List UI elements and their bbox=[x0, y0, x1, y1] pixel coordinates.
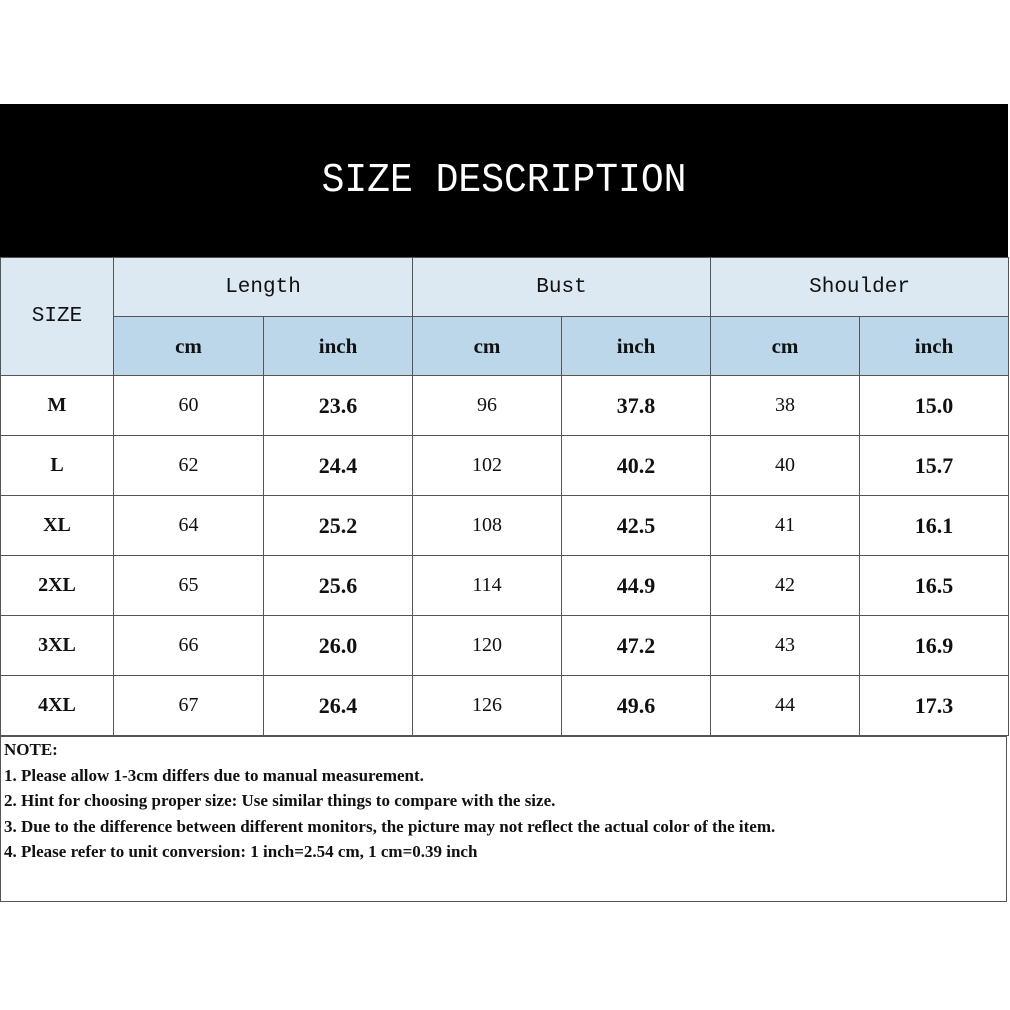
length-cm-cell: 65 bbox=[114, 556, 264, 616]
header-row-groups bbox=[1, 258, 1009, 317]
length-inch-cell: 26.4 bbox=[264, 676, 413, 736]
unit-header-bust-inch: inch bbox=[562, 317, 711, 376]
bust-group-header: Bust bbox=[413, 258, 711, 317]
note-item: 4. Please refer to unit conversion: 1 inch=2.54 cm, 1 cm=0.39 inch bbox=[4, 842, 478, 862]
shoulder-cm-cell: 41 bbox=[711, 496, 860, 556]
length-cm-cell: 67 bbox=[114, 676, 264, 736]
bust-cm-cell: 126 bbox=[413, 676, 562, 736]
note-item: 3. Due to the difference between different monitors, the picture may not reflect the actual color of the item. bbox=[4, 816, 776, 836]
shoulder-cm-cell: 43 bbox=[711, 616, 860, 676]
unit-header-bust-cm: cm bbox=[413, 317, 562, 376]
size-column-header: SIZE bbox=[1, 258, 114, 376]
size-cell: XL bbox=[1, 496, 114, 556]
notes-heading: NOTE: bbox=[4, 740, 58, 759]
unit-header-shoulder-inch: inch bbox=[860, 317, 1009, 376]
bust-cm-cell: 102 bbox=[413, 436, 562, 496]
table-row bbox=[1, 376, 1009, 436]
table-row bbox=[1, 556, 1009, 616]
unit-header-length-cm: cm bbox=[114, 317, 264, 376]
shoulder-cm-cell: 44 bbox=[711, 676, 860, 736]
bust-inch-cell: 40.2 bbox=[562, 436, 711, 496]
bust-inch-cell: 47.2 bbox=[562, 616, 711, 676]
size-cell: 4XL bbox=[1, 676, 114, 736]
note-item: 1. Please allow 1-3cm differs due to manual measurement. bbox=[4, 765, 424, 785]
shoulder-inch-cell: 15.7 bbox=[860, 436, 1009, 496]
bust-inch-cell: 44.9 bbox=[562, 556, 711, 616]
shoulder-group-header: Shoulder bbox=[711, 258, 1009, 317]
shoulder-inch-cell: 15.0 bbox=[860, 376, 1009, 436]
length-inch-cell: 25.6 bbox=[264, 556, 413, 616]
table-row bbox=[1, 496, 1009, 556]
size-chart-table bbox=[0, 257, 1009, 736]
length-cm-cell: 64 bbox=[114, 496, 264, 556]
table-row bbox=[1, 436, 1009, 496]
table-row bbox=[1, 616, 1009, 676]
length-inch-cell: 23.6 bbox=[264, 376, 413, 436]
length-cm-cell: 66 bbox=[114, 616, 264, 676]
bust-cm-cell: 108 bbox=[413, 496, 562, 556]
bust-inch-cell: 49.6 bbox=[562, 676, 711, 736]
shoulder-inch-cell: 16.1 bbox=[860, 496, 1009, 556]
bust-cm-cell: 114 bbox=[413, 556, 562, 616]
table-row bbox=[1, 676, 1009, 736]
length-group-header: Length bbox=[114, 258, 413, 317]
unit-header-shoulder-cm: cm bbox=[711, 317, 860, 376]
shoulder-cm-cell: 42 bbox=[711, 556, 860, 616]
length-inch-cell: 24.4 bbox=[264, 436, 413, 496]
shoulder-inch-cell: 16.9 bbox=[860, 616, 1009, 676]
title-banner bbox=[0, 104, 1008, 257]
unit-header-length-inch: inch bbox=[264, 317, 413, 376]
size-cell: M bbox=[1, 376, 114, 436]
shoulder-inch-cell: 16.5 bbox=[860, 556, 1009, 616]
page-title: SIZE DESCRIPTION bbox=[321, 157, 687, 204]
notes-box bbox=[0, 736, 1007, 902]
length-inch-cell: 25.2 bbox=[264, 496, 413, 556]
length-cm-cell: 62 bbox=[114, 436, 264, 496]
shoulder-cm-cell: 38 bbox=[711, 376, 860, 436]
note-item: 2. Hint for choosing proper size: Use similar things to compare with the size. bbox=[4, 791, 556, 811]
bust-inch-cell: 37.8 bbox=[562, 376, 711, 436]
bust-cm-cell: 120 bbox=[413, 616, 562, 676]
bust-inch-cell: 42.5 bbox=[562, 496, 711, 556]
shoulder-cm-cell: 40 bbox=[711, 436, 860, 496]
size-cell: 2XL bbox=[1, 556, 114, 616]
bust-cm-cell: 96 bbox=[413, 376, 562, 436]
length-cm-cell: 60 bbox=[114, 376, 264, 436]
header-row-units bbox=[1, 317, 1009, 376]
length-inch-cell: 26.0 bbox=[264, 616, 413, 676]
size-cell: L bbox=[1, 436, 114, 496]
shoulder-inch-cell: 17.3 bbox=[860, 676, 1009, 736]
size-cell: 3XL bbox=[1, 616, 114, 676]
